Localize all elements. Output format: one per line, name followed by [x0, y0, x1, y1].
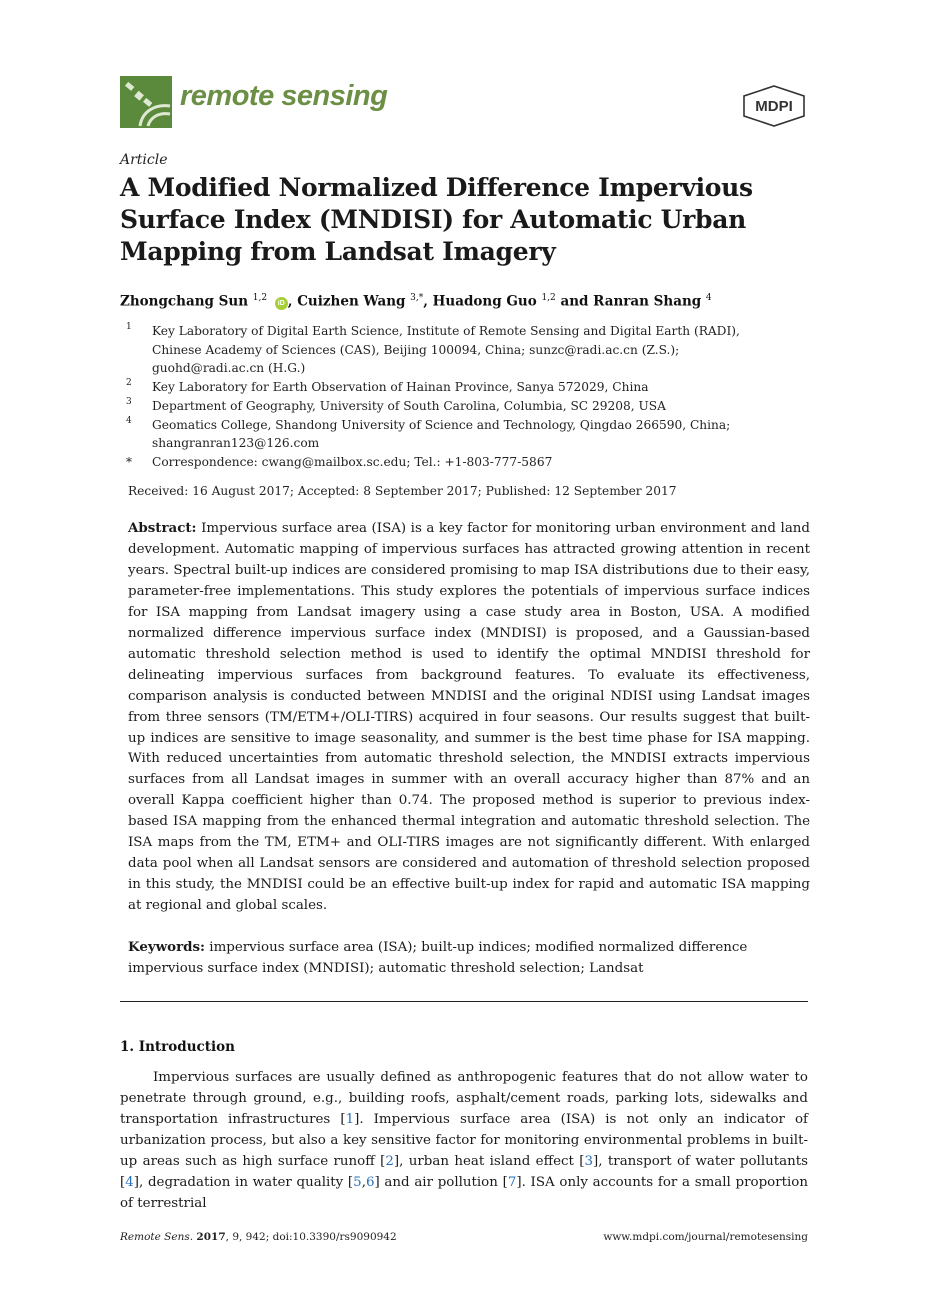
mdpi-logo — [740, 84, 808, 128]
affiliation-number: 3 — [126, 396, 132, 407]
citation-link[interactable]: 2 — [385, 1154, 394, 1170]
affiliation-line: guohd@radi.ac.cn (H.G.) — [152, 361, 306, 376]
affiliation-number: 4 — [126, 415, 132, 426]
introduction-paragraph — [120, 1067, 808, 1214]
paragraph-text: ] and air pollution [ — [374, 1175, 508, 1191]
footer-citation — [120, 1231, 397, 1243]
author-affiliation-marker: 1,2 — [252, 293, 268, 303]
paragraph-text: ], urban heat island effect [ — [393, 1154, 585, 1170]
abstract — [128, 518, 810, 917]
paragraph-text: ]. Impervious surface area (ISA) is not only an indicator of urbanization process, but also a key sensitive factor for monitoring environmental problems in built-up areas such as high surface runoff [ — [120, 1112, 808, 1170]
footer-year: 2017 — [196, 1231, 226, 1243]
journal-name: remote sensing — [180, 80, 388, 112]
paragraph-text: ]. ISA only accounts for a small proportion of terrestrial — [120, 1175, 808, 1212]
section-divider — [120, 1001, 808, 1002]
author-list — [120, 293, 712, 310]
author-name: Huadong Guo — [432, 293, 537, 310]
affiliation-line: Geomatics College, Shandong University of Science and Technology, Qingdao 266590, China; — [152, 417, 731, 432]
publication-dates: Received: 16 August 2017; Accepted: 8 September 2017; Published: 12 September 2017 — [128, 484, 677, 498]
affiliation-line: Key Laboratory for Earth Observation of Hainan Province, Sanya 572029, China — [152, 380, 649, 395]
abstract-text: Impervious surface area (ISA) is a key factor for monitoring urban environment and land development. Automatic mapping of impervious surfaces has attracted growing attention in recent years. Spectral built-up indices are considered promising to map ISA distributions due to their easy, parameter-free implementations. This study explores the potentials of impervious surface indices for ISA mapping from Landsat imagery using a case study area in Boston, USA. A modified normalized difference impervious surface index (MNDISI) is proposed, and a Gaussian-based automatic threshold selection method is used to identify the optimal MNDISI threshold for delineating impervious surfaces from background features. To evaluate its effectiveness, comparison analysis is conducted between MNDISI and the original NDISI using Landsat images from three sensors (TM/ETM+/OLI-TIRS) acquired in four seasons. Our results suggest that built-up indices are sensitive to image seasonality, and summer is the best time phase for ISA mapping. With reduced uncertainties from automatic threshold selection, the MNDISI extracts impervious surfaces from all Landsat images in summer with an overall accuracy higher than 87% and an overall Kappa coefficient higher than 0.74. The proposed method is superior to previous index-based ISA mapping from the enhanced thermal integration and automatic threshold selection. The ISA maps from the TM, ETM+ and OLI-TIRS images are not significantly different. With enlarged data pool when all Landsat sensors are considered and automation of threshold selection proposed in this study, the MNDISI could be an effective built-up index for rapid and automatic ISA mapping at regional and global scales. — [128, 521, 810, 914]
author-separator: , — [423, 293, 433, 310]
author-affiliation-marker: 3,* — [410, 293, 424, 303]
section-heading: 1. Introduction — [120, 1039, 235, 1055]
affiliation-item — [120, 322, 810, 378]
mdpi-logo-text: MDPI — [755, 98, 793, 115]
author-affiliation-marker: 4 — [705, 293, 712, 303]
orcid-icon[interactable]: iD — [275, 297, 288, 310]
journal-logo — [120, 76, 172, 128]
paragraph-text: ], transport of water pollutants [ — [120, 1154, 808, 1191]
citation-link[interactable]: 4 — [125, 1175, 134, 1191]
affiliation-number: 2 — [126, 378, 132, 389]
keywords — [128, 937, 810, 980]
author-name: Ranran Shang — [593, 293, 702, 310]
citation-link[interactable]: 7 — [507, 1175, 517, 1191]
affiliation-item — [120, 378, 810, 397]
author-separator: , — [287, 293, 298, 310]
abstract-label: Abstract: — [128, 520, 197, 536]
correspondence-marker: * — [126, 454, 132, 469]
citation-link[interactable]: 5 — [353, 1175, 362, 1191]
paragraph-text: , — [361, 1175, 366, 1191]
author-name: Cuizhen Wang — [297, 293, 406, 310]
citation-link[interactable]: 3 — [584, 1154, 594, 1170]
author-name: Zhongchang Sun — [120, 293, 249, 310]
citation-link[interactable]: 1 — [345, 1112, 355, 1128]
satellite-icon — [120, 76, 172, 128]
article-title: A Modified Normalized Difference Impervious Surface Index (MNDISI) for Automatic Urban Mapping from Landsat Imagery — [120, 173, 753, 266]
author-affiliation-marker: 1,2 — [541, 293, 556, 303]
affiliation-line: shangranran123@126.com — [152, 436, 320, 451]
affiliation-item — [120, 416, 810, 453]
affiliation-item — [120, 397, 810, 416]
correspondence-line: Correspondence: cwang@mailbox.sc.edu; Tel.: +1-803-777-5867 — [152, 454, 553, 469]
keywords-text: impervious surface area (ISA); built-up indices; modified normalized difference impervious surface index (MNDISI); automatic threshold selection; Landsat — [128, 940, 748, 976]
affiliation-line: Chinese Academy of Sciences (CAS), Beijing 100094, China; sunzc@radi.ac.cn (Z.S.); — [152, 342, 680, 357]
paragraph-text: ], degradation in water quality [ — [133, 1175, 354, 1191]
affiliation-line: Key Laboratory of Digital Earth Science, Institute of Remote Sensing and Digital Earth (RADI), — [152, 324, 740, 338]
affiliation-number: 1 — [126, 322, 132, 332]
author-separator: and — [555, 293, 594, 310]
citation-link[interactable]: 6 — [365, 1175, 375, 1191]
correspondence-item — [120, 453, 810, 472]
footer-url[interactable]: www.mdpi.com/journal/remotesensing — [603, 1231, 808, 1243]
paragraph-text: Impervious surfaces are usually defined as anthropogenic features that do not allow water to penetrate through ground, e.g., building roofs, asphalt/cement roads, parking lots, sidewalks and transportation infrastructures [ — [120, 1070, 808, 1128]
keywords-label: Keywords: — [128, 939, 206, 955]
footer-journal-abbrev: Remote Sens. — [120, 1231, 194, 1243]
affiliation-list — [120, 322, 810, 472]
footer-doi: , 9, 942; doi:10.3390/rs9090942 — [225, 1231, 397, 1243]
affiliation-line: Department of Geography, University of South Carolina, Columbia, SC 29208, USA — [152, 398, 666, 413]
article-type: Article — [120, 152, 168, 168]
